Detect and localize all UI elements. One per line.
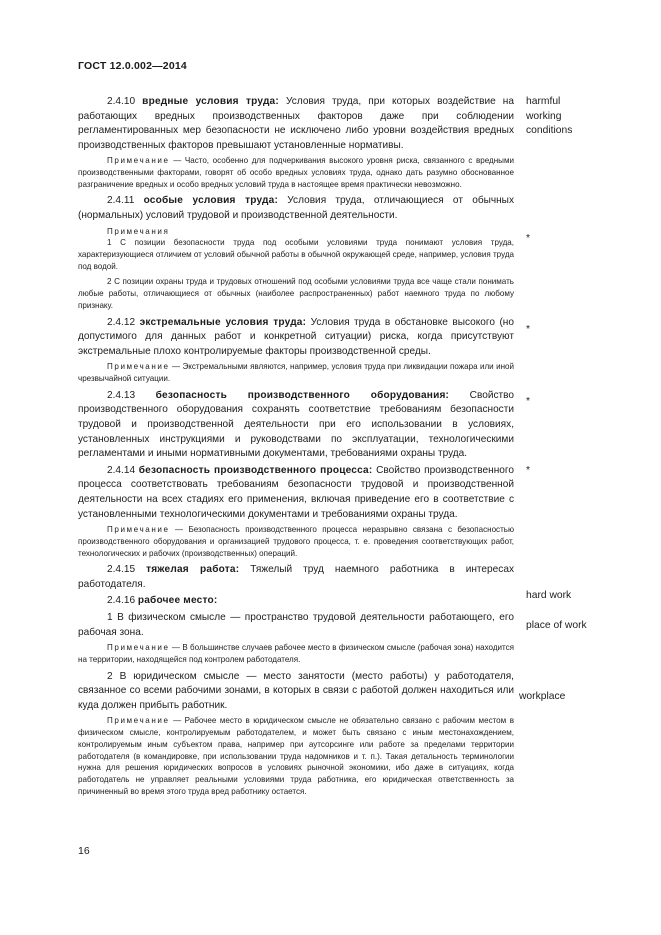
term-2-4-13: 2.4.13 безопасность производственного оборудования: Свойство производственного оборудования сохранять соответствие требованиям безопасности трудовой и производственной деятельности при его использовании в условиях, установленных инструкциями и руководствами по эксплуатации, технологическими регламентами и иными нормативными документами, требованиями охраны труда. [78,389,514,460]
term-2-4-11: 2.4.11 особые условия труда: Условия труда, отличающиеся от обычных (нормальных) условий трудовой и производственной деятельности. [78,195,514,222]
term-2-4-15: 2.4.15 тяжелая работа: Тяжелый труд наемного работника в интересах работодателя. [78,564,514,590]
note-2-4-16-1: Примечание — В большинстве случаев рабочее место в физическом смысле (рабочая зона) находится на территории, находящейся под контролем работодателя. [78,643,514,664]
term-2-4-14: 2.4.14 безопасность производственного процесса: Свойство производственного процесса соответствовать требованиям безопасности трудовой и производственной деятельности на всех стадиях его применения, включая приведение его в соответствие с установленными технологическими документами и требованиями охраны труда. [78,464,514,520]
page-number: 16 [78,845,90,857]
note-2-4-11-2: 2 С позиции охраны труда и трудовых отношений под особыми условиями труда все чаще стали понимать любые работы, отличающиеся от обычных (наиболее распространенных) работ наемного труда по любому признаку. [78,277,514,310]
note-2-4-12: Примечание — Экстремальными являются, например, условия труда при ликвидации пожара или иной чрезвычайной ситуации. [78,362,514,384]
english-equivalent-place-of-work: place of work [526,620,587,631]
note-2-4-16-2: Примечание — Рабочее место в юридическом смысле не обязательно связано с рабочим местом в физическом смысле, контролируемым работодателем, и может быть связано с иным местонахождением, контролируемым иным субъектом права, например при аутсорсинге или работе за пределами территории работодателя (в командировке, при использовании труда надомников и т. п.). Такая детальность терминологии нужна для решения юридических вопросов в условиях рыночной экономики, ибо даже в ситуациях, когда работодатель не управляет реальными условиями труда работника, его юридическая ответственность за причиненный во время этого труда вред работнику остается. [78,716,514,796]
note-2-4-14: Примечание — Безопасность производственного процесса неразрывно связана с безопасностью производственного оборудования и организацией трудового процесса, т. е. проведения соответствующих работ, технологических и рабочих (производственных) операций. [78,525,514,558]
document-body [78,95,514,801]
english-equivalent-workplace: workplace [519,691,566,702]
note-2-4-11-1: 1 С позиции безопасности труда под особыми условиями труда понимают условия труда, характеризующиеся отличием от условий обычной работы в обычной окружающей среде, например, условия труда под водой. [78,238,514,271]
term-2-4-10: 2.4.10 вредные условия труда: Условия труда, при которых воздействие на работающих вредных производственных факторов даже при соблюдении регламентированных мер безопасности не исключено либо уровни воздействия вредных производственных факторов превышают установленные нормативы. [78,96,514,151]
document-header: ГОСТ 12.0.002—2014 [78,60,187,72]
term-2-4-12: 2.4.12 экстремальные условия труда: Условия труда в обстановке высокого (но допустимого для данных работ и конкретной ситуации) риска, когда присутствуют экстремальные плохо контролируемые факторы производственной среды. [78,316,514,357]
note-2-4-10: Примечание — Часто, особенно для подчеркивания высокого уровня риска, связанного с вредными производственными факторами, говорят об особо вредных условиях труда, однако дать разумно обоснованное разграничение вредных и особо вредных условий труда в настоящее время практически невозможно. [78,156,514,189]
english-equivalent-harmful: harmful working conditions [526,96,573,137]
english-equivalent-2-4-13: * [526,396,531,407]
english-equivalent-2-4-14: * [526,465,531,476]
term-2-4-16: 2.4.16 рабочее место: [107,595,218,607]
english-equivalent-2-4-12: * [526,324,531,335]
english-equivalent-hard-work: hard work [526,590,572,601]
definition-2-4-16-1: 1 В физическом смысле — пространство трудовой деятельности работающего, его рабочая зона. [78,612,514,638]
notes-heading-2-4-11: Примечания [107,226,170,236]
english-equivalent-2-4-11: * [526,233,531,244]
definition-2-4-16-2: 2 В юридическом смысле — место занятости (место работы) у работодателя, связанное со всеми рабочими зонами, в которых в связи с работой должен находиться или куда должен прибыть работник. [78,670,514,711]
